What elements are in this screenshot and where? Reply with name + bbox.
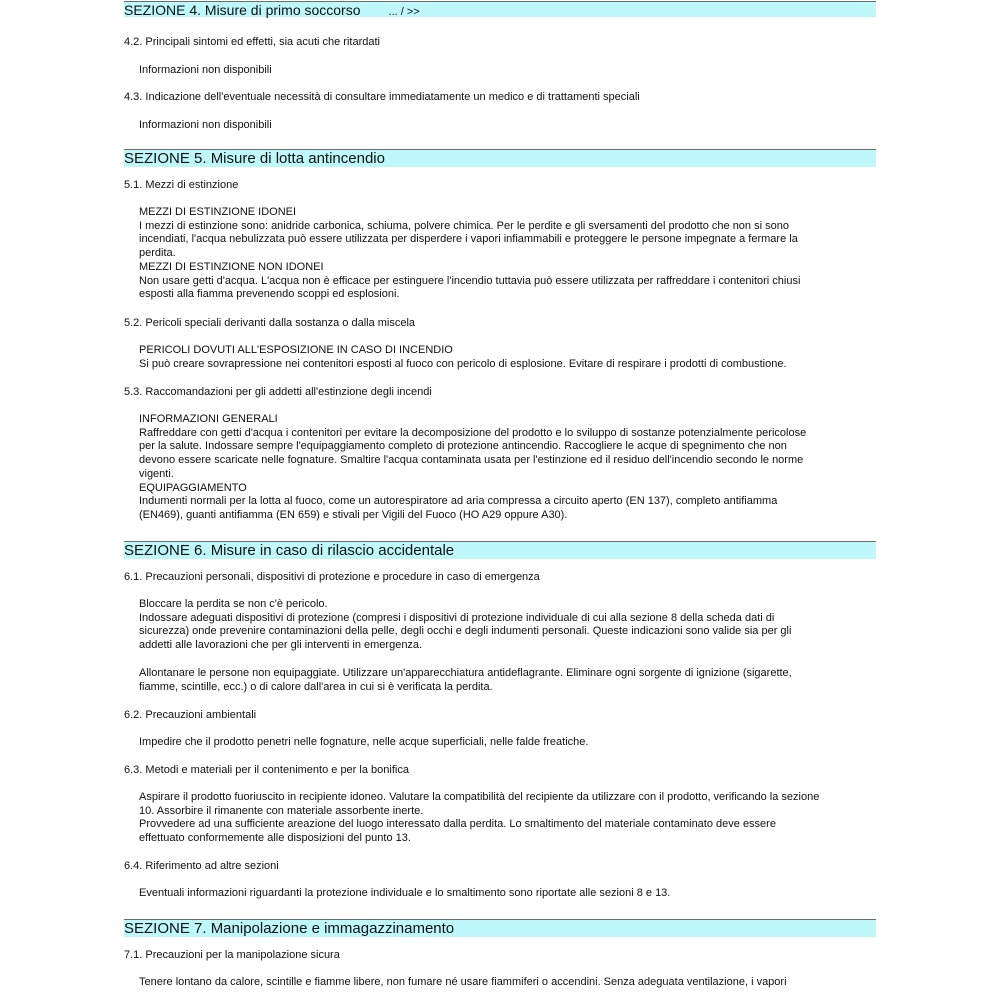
section-4-title: SEZIONE 4. Misure di primo soccorso bbox=[124, 2, 361, 18]
text-line: incendiati, l'acqua nebulizzata può essere utilizzata per disperdere i vapori infiammabili e proteggere le persone impegnate a fermare la bbox=[139, 233, 798, 246]
subsection-5-1-text bbox=[139, 206, 829, 302]
section-4-header bbox=[124, 1, 876, 17]
subsection-6-1-text bbox=[139, 598, 829, 653]
text-line: devono essere scaricate nelle fognature. Smaltire l'acqua contaminata usata per l'estinzione ed il residuo dell'incendio secondo le norme bbox=[139, 454, 804, 467]
text-line: Bloccare la perdita se non c'è pericolo. bbox=[139, 598, 328, 610]
text-line: EQUIPAGGIAMENTO bbox=[139, 481, 247, 494]
text-line: fiamme, scintille, ecc.) o di calore dall'area in cui si è verificata la perdita. bbox=[139, 680, 493, 693]
subsection-6-3-heading: 6.3. Metodi e materiali per il contenimento e per la bonifica bbox=[124, 764, 409, 776]
text-line: PERICOLI DOVUTI ALL'ESPOSIZIONE IN CASO DI INCENDIO bbox=[139, 344, 453, 356]
text-line: MEZZI DI ESTINZIONE NON IDONEI bbox=[139, 260, 324, 273]
text-line: Non usare getti d'acqua. L'acqua non è efficace per estinguere l'incendio tuttavia può essere utilizzata per raffreddare i contenitori chiusi bbox=[139, 274, 801, 287]
subsection-4-2-text: Informazioni non disponibili bbox=[139, 64, 272, 76]
subsection-7-1-text: Tenere lontano da calore, scintille e fiamme libere, non fumare né usare fiammiferi o accendini. Senza adeguata ventilazione, i vapori bbox=[139, 976, 787, 988]
subsection-6-4-text: Eventuali informazioni riguardanti la protezione individuale e lo smaltimento sono riportate alle sezioni 8 e 13. bbox=[139, 887, 671, 899]
subsection-6-1-text-2 bbox=[139, 667, 829, 694]
subsection-6-4-heading: 6.4. Riferimento ad altre sezioni bbox=[124, 860, 279, 872]
text-line: I mezzi di estinzione sono: anidride carbonica, schiuma, polvere chimica. Per le perdite e gli sversamenti del prodotto che non si sono bbox=[139, 219, 789, 232]
subsection-5-3-heading: 5.3. Raccomandazioni per gli addetti all'estinzione degli incendi bbox=[124, 386, 432, 398]
subsection-4-3-text: Informazioni non disponibili bbox=[139, 119, 272, 131]
subsection-6-1-heading: 6.1. Precauzioni personali, dispositivi di protezione e procedure in caso di emergenza bbox=[124, 571, 540, 583]
text-line: esposti alla fiamma prevenendo scoppi ed esplosioni. bbox=[139, 288, 400, 301]
text-line: vigenti. bbox=[139, 467, 174, 480]
section-6-header bbox=[124, 541, 876, 559]
section-5-title: SEZIONE 5. Misure di lotta antincendio bbox=[124, 150, 385, 167]
section-6-title: SEZIONE 6. Misure in caso di rilascio accidentale bbox=[124, 542, 455, 559]
section-7-header bbox=[124, 919, 876, 937]
subsection-5-2-heading: 5.2. Pericoli speciali derivanti dalla sostanza o dalla miscela bbox=[124, 317, 416, 329]
subsection-7-1-heading: 7.1. Precauzioni per la manipolazione sicura bbox=[124, 949, 340, 961]
text-line: Si può creare sovrapressione nei contenitori esposti al fuoco con pericolo di esplosione. Evitare di respirare i prodotti di combustione. bbox=[139, 357, 787, 370]
text-line: perdita. bbox=[139, 247, 176, 260]
subsection-4-3-heading: 4.3. Indicazione dell'eventuale necessità di consultare immediatamente un medico e di trattamenti speciali bbox=[124, 91, 640, 103]
subsection-6-3-text bbox=[139, 791, 829, 846]
text-line: Raffreddare con getti d'acqua i contenitori per evitare la decomposizione del prodotto e lo sviluppo di sostanze potenzialmente pericolose bbox=[139, 426, 807, 439]
text-line: Indossare adeguati dispositivi di protezione (compresi i dispositivi di protezione individuale di cui alla sezione 8 della scheda dati di bbox=[139, 611, 775, 624]
text-line: addetti alle lavorazioni che per gli interventi in emergenza. bbox=[139, 639, 423, 652]
subsection-6-2-text: Impedire che il prodotto penetri nelle fognature, nelle acque superficiali, nelle falde freatiche. bbox=[139, 736, 589, 748]
text-line: effettuato conformemente alle disposizioni del punto 13. bbox=[139, 832, 411, 845]
subsection-4-2-heading: 4.2. Principali sintomi ed effetti, sia acuti che ritardati bbox=[124, 36, 380, 48]
text-line: Allontanare le persone non equipaggiate. Utilizzare un'apparecchiatura antideflagrante. Eliminare ogni sorgente di ignizione (sigarette, bbox=[139, 667, 792, 679]
section-5-header bbox=[124, 149, 876, 167]
text-line: 10. Assorbire il rimanente con materiale assorbente inerte. bbox=[139, 804, 424, 817]
text-line: sicurezza) onde prevenire contaminazioni della pelle, degli occhi e degli indumenti personali. Queste indicazioni sono valide sia per gli bbox=[139, 625, 792, 638]
text-line: MEZZI DI ESTINZIONE IDONEI bbox=[139, 206, 297, 218]
text-line: Provvedere ad una sufficiente areazione del luogo interessato dalla perdita. Lo smaltimento del materiale contaminato deve essere bbox=[139, 818, 776, 831]
subsection-5-3-text bbox=[139, 413, 829, 523]
text-line: Indumenti normali per la lotta al fuoco, come un autorespiratore ad aria compressa a circuito aperto (EN 137), completo antifiamma bbox=[139, 495, 778, 508]
continued-marker: ... / >> bbox=[388, 6, 420, 18]
text-line: (EN469), guanti antifiamma (EN 659) e stivali per Vigili del Fuoco (HO A29 oppure A30). bbox=[139, 508, 568, 521]
text-line: INFORMAZIONI GENERALI bbox=[139, 413, 278, 425]
subsection-6-2-heading: 6.2. Precauzioni ambientali bbox=[124, 709, 257, 721]
subsection-5-2-text bbox=[139, 344, 829, 371]
text-line: Aspirare il prodotto fuoriuscito in recipiente idoneo. Valutare la compatibilità del recipiente da utilizzare con il prodotto, verificando la sezione bbox=[139, 791, 820, 803]
section-7-title: SEZIONE 7. Manipolazione e immagazzinamento bbox=[124, 920, 455, 937]
subsection-5-1-heading: 5.1. Mezzi di estinzione bbox=[124, 179, 239, 191]
text-line: per la salute. Indossare sempre l'equipaggiamento completo di protezione antincendio. Raccogliere le acque di spegnimento che non bbox=[139, 440, 787, 453]
